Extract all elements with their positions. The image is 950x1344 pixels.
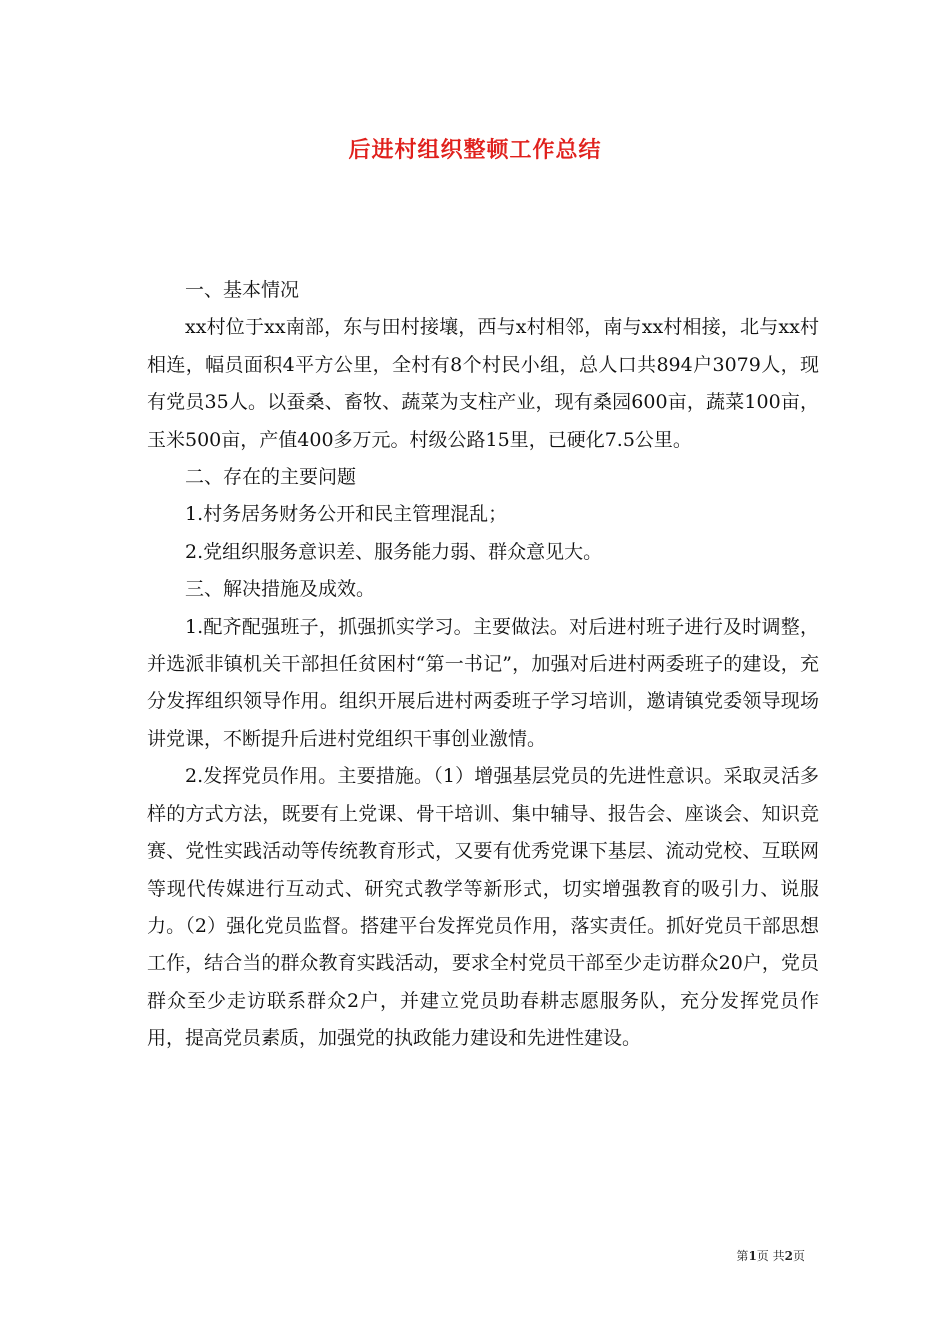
measure-item-1: 1.配齐配强班子，抓强抓实学习。主要做法。对后进村班子进行及时调整，并选派非镇机关干部担任贫困村“第一书记”，加强对后进村两委班子的建设，充分发挥组织领导作用。组织开展后进村两委班子学习培训，邀请镇党委领导现场讲党课，不断提升后进村党组织干事创业激情。 — [147, 615, 819, 750]
document-title: 后进村组织整顿工作总结 — [348, 137, 602, 163]
document-body — [147, 272, 819, 1058]
footer-total-pages: 2 — [784, 1249, 793, 1263]
page-footer — [736, 1248, 805, 1264]
section-heading-measures: 三、解决措施及成效。 — [185, 578, 376, 601]
footer-suffix: 页 — [792, 1249, 805, 1263]
footer-current-page: 1 — [748, 1249, 757, 1263]
paragraph-village-overview: xx村位于xx南部，东与田村接壤，西与x村相邻，南与xx村相接，北与xx村相连，幅员面积4平方公里，全村有8个村民小组，总人口共894户3079人，现有党员35人。以蚕桑、畜牧、蔬菜为支柱产业，现有桑园600亩，蔬菜100亩，玉米500亩，产值400多万元。村级公路15里，已硬化7.5公里。 — [147, 316, 819, 451]
problem-item-1: 1.村务居务财务公开和民主管理混乱； — [185, 503, 508, 526]
section-heading-problems: 二、存在的主要问题 — [185, 466, 357, 489]
footer-middle: 页 共 — [756, 1249, 785, 1263]
footer-prefix: 第 — [736, 1249, 749, 1263]
measure-item-2: 2.发挥党员作用。主要措施。（1）增强基层党员的先进性意识。采取灵活多样的方式方法，既要有上党课、骨干培训、集中辅导、报告会、座谈会、知识竞赛、党性实践活动等传统教育形式，又要有优秀党课下基层、流动党校、互联网等现代传媒进行互动式、研究式教学等新形式，切实增强教育的吸引力、说服力。（2）强化党员监督。搭建平台发挥党员作用，落实责任。抓好党员干部思想工作，结合当的群众教育实践活动，要求全村党员干部至少走访群众20户，党员群众至少走访联系群众2户，并建立党员助春耕志愿服务队，充分发挥党员作用，提高党员素质，加强党的执政能力建设和先进性建设。 — [147, 765, 819, 1050]
problem-item-2: 2.党组织服务意识差、服务能力弱、群众意见大。 — [185, 540, 603, 563]
section-heading-basic-info: 一、基本情况 — [185, 279, 300, 301]
